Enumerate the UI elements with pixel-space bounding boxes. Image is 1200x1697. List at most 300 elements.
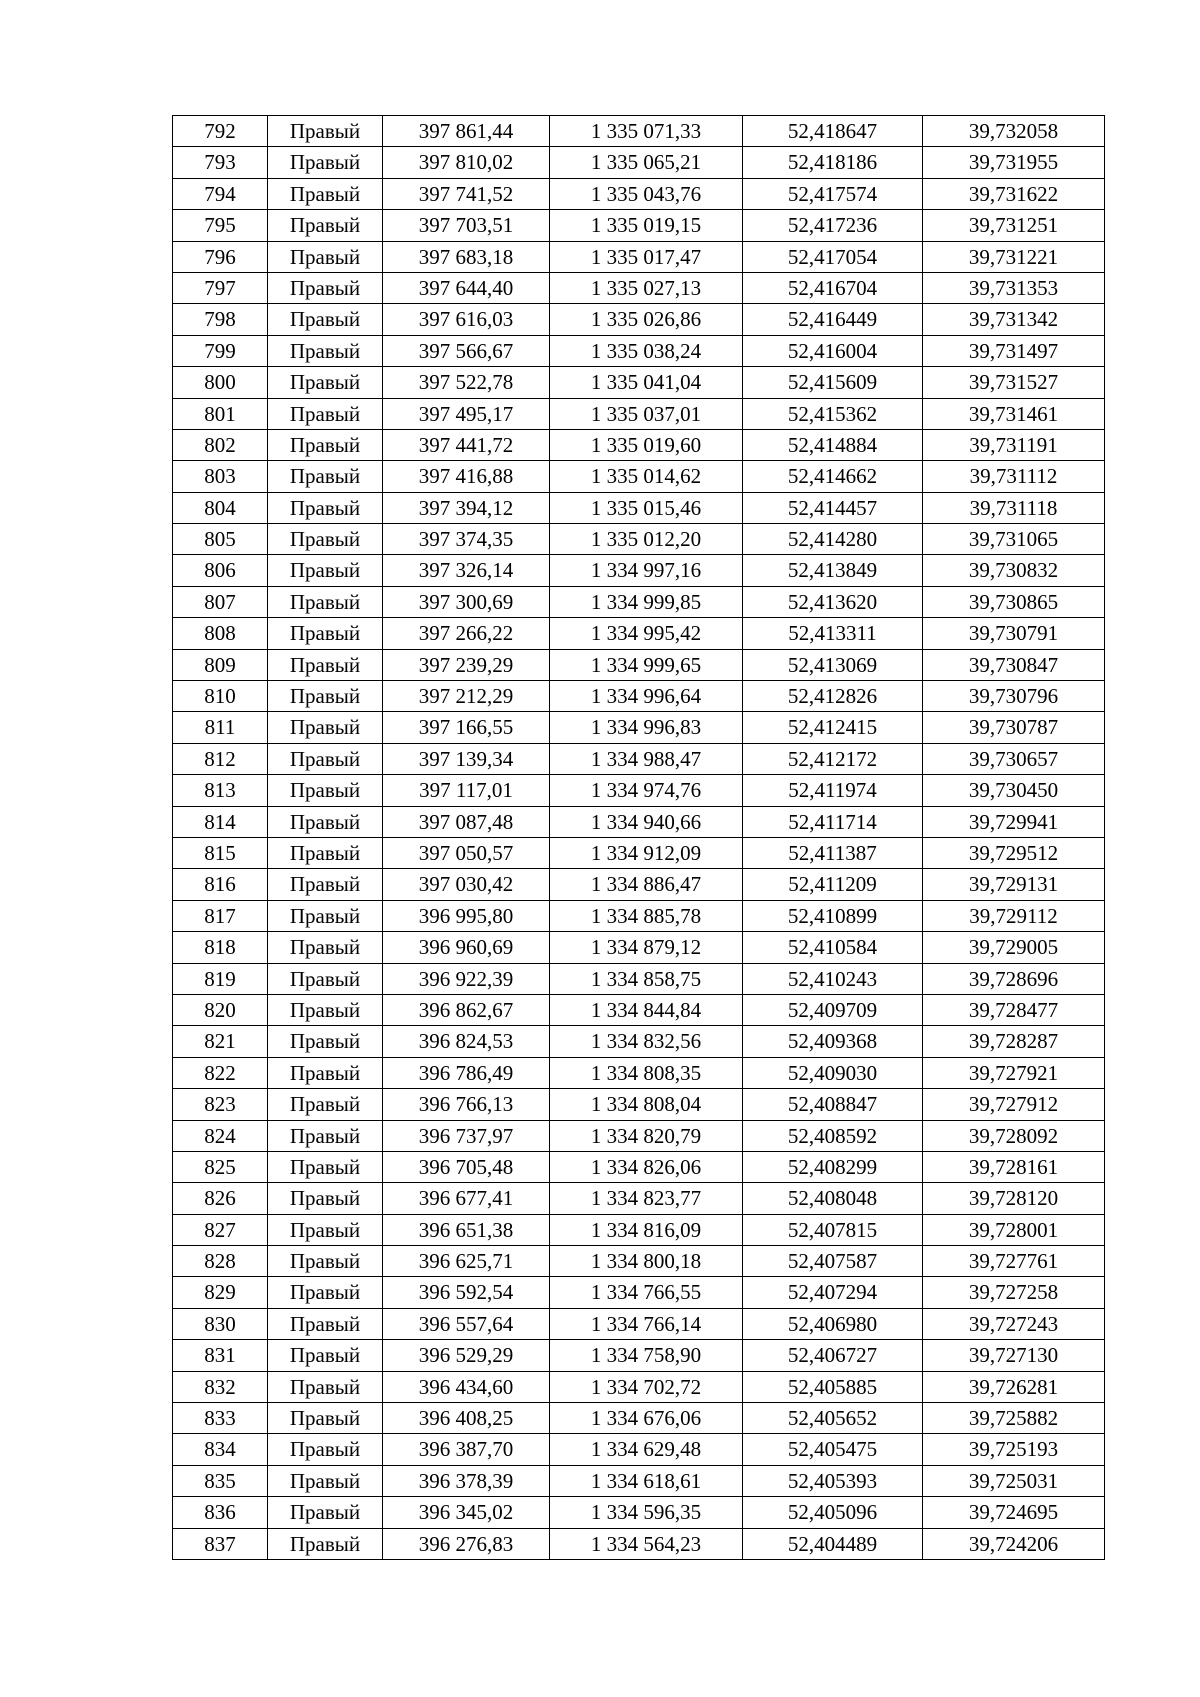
y-coordinate-cell: 1 335 027,13 xyxy=(550,272,743,303)
side-cell: Правый xyxy=(268,1246,383,1277)
latitude-cell: 52,411974 xyxy=(743,775,923,806)
latitude-cell: 52,408048 xyxy=(743,1183,923,1214)
x-coordinate-cell: 397 139,34 xyxy=(383,743,550,774)
latitude-cell: 52,406980 xyxy=(743,1308,923,1339)
table-row xyxy=(173,398,1105,429)
y-coordinate-cell: 1 334 816,09 xyxy=(550,1214,743,1245)
side-cell: Правый xyxy=(268,963,383,994)
y-coordinate-cell: 1 334 844,84 xyxy=(550,994,743,1025)
longitude-cell: 39,731118 xyxy=(923,492,1105,523)
table-row xyxy=(173,1089,1105,1120)
latitude-cell: 52,411209 xyxy=(743,869,923,900)
y-coordinate-cell: 1 334 766,14 xyxy=(550,1308,743,1339)
x-coordinate-cell: 396 677,41 xyxy=(383,1183,550,1214)
point-number-cell: 807 xyxy=(173,586,268,617)
y-coordinate-cell: 1 335 012,20 xyxy=(550,524,743,555)
point-number-cell: 794 xyxy=(173,178,268,209)
longitude-cell: 39,731191 xyxy=(923,429,1105,460)
point-number-cell: 798 xyxy=(173,304,268,335)
point-number-cell: 797 xyxy=(173,272,268,303)
point-number-cell: 837 xyxy=(173,1528,268,1559)
longitude-cell: 39,724695 xyxy=(923,1497,1105,1528)
table-row xyxy=(173,1183,1105,1214)
x-coordinate-cell: 396 651,38 xyxy=(383,1214,550,1245)
side-cell: Правый xyxy=(268,900,383,931)
table-row xyxy=(173,178,1105,209)
point-number-cell: 831 xyxy=(173,1340,268,1371)
side-cell: Правый xyxy=(268,1465,383,1496)
point-number-cell: 813 xyxy=(173,775,268,806)
point-number-cell: 834 xyxy=(173,1434,268,1465)
point-number-cell: 812 xyxy=(173,743,268,774)
side-cell: Правый xyxy=(268,555,383,586)
table-row xyxy=(173,1151,1105,1182)
longitude-cell: 39,731622 xyxy=(923,178,1105,209)
y-coordinate-cell: 1 334 885,78 xyxy=(550,900,743,931)
latitude-cell: 52,415609 xyxy=(743,367,923,398)
x-coordinate-cell: 397 394,12 xyxy=(383,492,550,523)
point-number-cell: 827 xyxy=(173,1214,268,1245)
latitude-cell: 52,407294 xyxy=(743,1277,923,1308)
latitude-cell: 52,416704 xyxy=(743,272,923,303)
latitude-cell: 52,409030 xyxy=(743,1057,923,1088)
y-coordinate-cell: 1 334 886,47 xyxy=(550,869,743,900)
side-cell: Правый xyxy=(268,1497,383,1528)
y-coordinate-cell: 1 335 065,21 xyxy=(550,147,743,178)
table-row xyxy=(173,994,1105,1025)
x-coordinate-cell: 397 522,78 xyxy=(383,367,550,398)
x-coordinate-cell: 397 300,69 xyxy=(383,586,550,617)
latitude-cell: 52,408592 xyxy=(743,1120,923,1151)
y-coordinate-cell: 1 334 758,90 xyxy=(550,1340,743,1371)
x-coordinate-cell: 396 557,64 xyxy=(383,1308,550,1339)
latitude-cell: 52,409368 xyxy=(743,1026,923,1057)
y-coordinate-cell: 1 334 912,09 xyxy=(550,837,743,868)
longitude-cell: 39,729512 xyxy=(923,837,1105,868)
table-row xyxy=(173,1277,1105,1308)
side-cell: Правый xyxy=(268,524,383,555)
y-coordinate-cell: 1 334 820,79 xyxy=(550,1120,743,1151)
y-coordinate-cell: 1 334 800,18 xyxy=(550,1246,743,1277)
longitude-cell: 39,727130 xyxy=(923,1340,1105,1371)
longitude-cell: 39,730847 xyxy=(923,649,1105,680)
table-row xyxy=(173,837,1105,868)
latitude-cell: 52,413620 xyxy=(743,586,923,617)
side-cell: Правый xyxy=(268,1371,383,1402)
point-number-cell: 826 xyxy=(173,1183,268,1214)
point-number-cell: 801 xyxy=(173,398,268,429)
side-cell: Правый xyxy=(268,304,383,335)
side-cell: Правый xyxy=(268,367,383,398)
table-row xyxy=(173,241,1105,272)
table-row xyxy=(173,335,1105,366)
longitude-cell: 39,731065 xyxy=(923,524,1105,555)
longitude-cell: 39,731342 xyxy=(923,304,1105,335)
point-number-cell: 835 xyxy=(173,1465,268,1496)
latitude-cell: 52,405096 xyxy=(743,1497,923,1528)
side-cell: Правый xyxy=(268,272,383,303)
latitude-cell: 52,410899 xyxy=(743,900,923,931)
side-cell: Правый xyxy=(268,1057,383,1088)
latitude-cell: 52,411387 xyxy=(743,837,923,868)
longitude-cell: 39,728001 xyxy=(923,1214,1105,1245)
x-coordinate-cell: 397 374,35 xyxy=(383,524,550,555)
table-row xyxy=(173,1465,1105,1496)
longitude-cell: 39,730865 xyxy=(923,586,1105,617)
x-coordinate-cell: 397 566,67 xyxy=(383,335,550,366)
latitude-cell: 52,418186 xyxy=(743,147,923,178)
latitude-cell: 52,411714 xyxy=(743,806,923,837)
table-row xyxy=(173,429,1105,460)
table-row xyxy=(173,963,1105,994)
longitude-cell: 39,730832 xyxy=(923,555,1105,586)
y-coordinate-cell: 1 335 019,15 xyxy=(550,210,743,241)
point-number-cell: 828 xyxy=(173,1246,268,1277)
table-row xyxy=(173,1057,1105,1088)
x-coordinate-cell: 397 326,14 xyxy=(383,555,550,586)
longitude-cell: 39,730450 xyxy=(923,775,1105,806)
x-coordinate-cell: 397 441,72 xyxy=(383,429,550,460)
table-row xyxy=(173,116,1105,147)
latitude-cell: 52,413069 xyxy=(743,649,923,680)
longitude-cell: 39,728287 xyxy=(923,1026,1105,1057)
side-cell: Правый xyxy=(268,178,383,209)
side-cell: Правый xyxy=(268,1026,383,1057)
point-number-cell: 814 xyxy=(173,806,268,837)
y-coordinate-cell: 1 334 832,56 xyxy=(550,1026,743,1057)
latitude-cell: 52,407587 xyxy=(743,1246,923,1277)
point-number-cell: 815 xyxy=(173,837,268,868)
y-coordinate-cell: 1 335 014,62 xyxy=(550,461,743,492)
latitude-cell: 52,409709 xyxy=(743,994,923,1025)
side-cell: Правый xyxy=(268,1183,383,1214)
x-coordinate-cell: 396 922,39 xyxy=(383,963,550,994)
longitude-cell: 39,727761 xyxy=(923,1246,1105,1277)
y-coordinate-cell: 1 334 676,06 xyxy=(550,1403,743,1434)
y-coordinate-cell: 1 334 879,12 xyxy=(550,932,743,963)
table-row xyxy=(173,586,1105,617)
side-cell: Правый xyxy=(268,210,383,241)
point-number-cell: 805 xyxy=(173,524,268,555)
point-number-cell: 792 xyxy=(173,116,268,147)
y-coordinate-cell: 1 334 858,75 xyxy=(550,963,743,994)
longitude-cell: 39,728696 xyxy=(923,963,1105,994)
x-coordinate-cell: 396 345,02 xyxy=(383,1497,550,1528)
x-coordinate-cell: 396 824,53 xyxy=(383,1026,550,1057)
table-row xyxy=(173,1434,1105,1465)
longitude-cell: 39,727243 xyxy=(923,1308,1105,1339)
x-coordinate-cell: 396 960,69 xyxy=(383,932,550,963)
x-coordinate-cell: 397 266,22 xyxy=(383,618,550,649)
latitude-cell: 52,415362 xyxy=(743,398,923,429)
coordinates-table xyxy=(172,115,1105,1560)
table-row xyxy=(173,210,1105,241)
point-number-cell: 809 xyxy=(173,649,268,680)
x-coordinate-cell: 397 703,51 xyxy=(383,210,550,241)
longitude-cell: 39,725193 xyxy=(923,1434,1105,1465)
y-coordinate-cell: 1 334 564,23 xyxy=(550,1528,743,1559)
y-coordinate-cell: 1 334 766,55 xyxy=(550,1277,743,1308)
side-cell: Правый xyxy=(268,932,383,963)
point-number-cell: 816 xyxy=(173,869,268,900)
side-cell: Правый xyxy=(268,869,383,900)
table-row xyxy=(173,681,1105,712)
x-coordinate-cell: 397 616,03 xyxy=(383,304,550,335)
y-coordinate-cell: 1 334 974,76 xyxy=(550,775,743,806)
table-row xyxy=(173,1403,1105,1434)
x-coordinate-cell: 396 529,29 xyxy=(383,1340,550,1371)
table-row xyxy=(173,1528,1105,1559)
side-cell: Правый xyxy=(268,775,383,806)
longitude-cell: 39,731112 xyxy=(923,461,1105,492)
longitude-cell: 39,725882 xyxy=(923,1403,1105,1434)
point-number-cell: 808 xyxy=(173,618,268,649)
y-coordinate-cell: 1 334 996,64 xyxy=(550,681,743,712)
side-cell: Правый xyxy=(268,586,383,617)
table-row xyxy=(173,461,1105,492)
side-cell: Правый xyxy=(268,335,383,366)
y-coordinate-cell: 1 334 997,16 xyxy=(550,555,743,586)
longitude-cell: 39,728120 xyxy=(923,1183,1105,1214)
latitude-cell: 52,410584 xyxy=(743,932,923,963)
point-number-cell: 819 xyxy=(173,963,268,994)
latitude-cell: 52,412826 xyxy=(743,681,923,712)
y-coordinate-cell: 1 334 596,35 xyxy=(550,1497,743,1528)
point-number-cell: 833 xyxy=(173,1403,268,1434)
x-coordinate-cell: 396 276,83 xyxy=(383,1528,550,1559)
side-cell: Правый xyxy=(268,994,383,1025)
side-cell: Правый xyxy=(268,147,383,178)
side-cell: Правый xyxy=(268,429,383,460)
y-coordinate-cell: 1 334 999,65 xyxy=(550,649,743,680)
point-number-cell: 803 xyxy=(173,461,268,492)
y-coordinate-cell: 1 334 995,42 xyxy=(550,618,743,649)
point-number-cell: 810 xyxy=(173,681,268,712)
point-number-cell: 825 xyxy=(173,1151,268,1182)
x-coordinate-cell: 396 387,70 xyxy=(383,1434,550,1465)
longitude-cell: 39,729941 xyxy=(923,806,1105,837)
coordinates-table-body xyxy=(173,116,1105,1560)
point-number-cell: 811 xyxy=(173,712,268,743)
table-row xyxy=(173,524,1105,555)
latitude-cell: 52,414457 xyxy=(743,492,923,523)
x-coordinate-cell: 396 995,80 xyxy=(383,900,550,931)
y-coordinate-cell: 1 334 629,48 xyxy=(550,1434,743,1465)
x-coordinate-cell: 397 239,29 xyxy=(383,649,550,680)
side-cell: Правый xyxy=(268,1120,383,1151)
side-cell: Правый xyxy=(268,618,383,649)
longitude-cell: 39,729112 xyxy=(923,900,1105,931)
y-coordinate-cell: 1 334 702,72 xyxy=(550,1371,743,1402)
y-coordinate-cell: 1 335 017,47 xyxy=(550,241,743,272)
x-coordinate-cell: 397 087,48 xyxy=(383,806,550,837)
latitude-cell: 52,413311 xyxy=(743,618,923,649)
table-row xyxy=(173,712,1105,743)
y-coordinate-cell: 1 334 618,61 xyxy=(550,1465,743,1496)
x-coordinate-cell: 397 644,40 xyxy=(383,272,550,303)
longitude-cell: 39,724206 xyxy=(923,1528,1105,1559)
latitude-cell: 52,412415 xyxy=(743,712,923,743)
x-coordinate-cell: 396 862,67 xyxy=(383,994,550,1025)
longitude-cell: 39,731353 xyxy=(923,272,1105,303)
x-coordinate-cell: 397 416,88 xyxy=(383,461,550,492)
side-cell: Правый xyxy=(268,398,383,429)
x-coordinate-cell: 396 378,39 xyxy=(383,1465,550,1496)
latitude-cell: 52,416004 xyxy=(743,335,923,366)
latitude-cell: 52,416449 xyxy=(743,304,923,335)
side-cell: Правый xyxy=(268,116,383,147)
x-coordinate-cell: 397 166,55 xyxy=(383,712,550,743)
x-coordinate-cell: 396 434,60 xyxy=(383,1371,550,1402)
longitude-cell: 39,730787 xyxy=(923,712,1105,743)
latitude-cell: 52,404489 xyxy=(743,1528,923,1559)
longitude-cell: 39,731527 xyxy=(923,367,1105,398)
longitude-cell: 39,731955 xyxy=(923,147,1105,178)
x-coordinate-cell: 396 766,13 xyxy=(383,1089,550,1120)
latitude-cell: 52,405885 xyxy=(743,1371,923,1402)
side-cell: Правый xyxy=(268,1277,383,1308)
table-row xyxy=(173,304,1105,335)
table-row xyxy=(173,272,1105,303)
longitude-cell: 39,728161 xyxy=(923,1151,1105,1182)
table-row xyxy=(173,1120,1105,1151)
y-coordinate-cell: 1 334 823,77 xyxy=(550,1183,743,1214)
point-number-cell: 821 xyxy=(173,1026,268,1057)
side-cell: Правый xyxy=(268,1403,383,1434)
longitude-cell: 39,729005 xyxy=(923,932,1105,963)
point-number-cell: 824 xyxy=(173,1120,268,1151)
side-cell: Правый xyxy=(268,492,383,523)
table-row xyxy=(173,1497,1105,1528)
table-row xyxy=(173,1340,1105,1371)
latitude-cell: 52,405393 xyxy=(743,1465,923,1496)
y-coordinate-cell: 1 335 015,46 xyxy=(550,492,743,523)
point-number-cell: 832 xyxy=(173,1371,268,1402)
side-cell: Правый xyxy=(268,681,383,712)
side-cell: Правый xyxy=(268,1340,383,1371)
longitude-cell: 39,725031 xyxy=(923,1465,1105,1496)
side-cell: Правый xyxy=(268,806,383,837)
point-number-cell: 820 xyxy=(173,994,268,1025)
x-coordinate-cell: 396 625,71 xyxy=(383,1246,550,1277)
table-row xyxy=(173,1246,1105,1277)
table-row xyxy=(173,618,1105,649)
latitude-cell: 52,414884 xyxy=(743,429,923,460)
longitude-cell: 39,727912 xyxy=(923,1089,1105,1120)
point-number-cell: 793 xyxy=(173,147,268,178)
y-coordinate-cell: 1 334 826,06 xyxy=(550,1151,743,1182)
x-coordinate-cell: 397 050,57 xyxy=(383,837,550,868)
y-coordinate-cell: 1 334 808,04 xyxy=(550,1089,743,1120)
x-coordinate-cell: 397 117,01 xyxy=(383,775,550,806)
point-number-cell: 829 xyxy=(173,1277,268,1308)
point-number-cell: 830 xyxy=(173,1308,268,1339)
table-row xyxy=(173,775,1105,806)
longitude-cell: 39,731497 xyxy=(923,335,1105,366)
side-cell: Правый xyxy=(268,743,383,774)
y-coordinate-cell: 1 334 996,83 xyxy=(550,712,743,743)
y-coordinate-cell: 1 335 038,24 xyxy=(550,335,743,366)
x-coordinate-cell: 397 861,44 xyxy=(383,116,550,147)
longitude-cell: 39,729131 xyxy=(923,869,1105,900)
x-coordinate-cell: 397 741,52 xyxy=(383,178,550,209)
y-coordinate-cell: 1 334 940,66 xyxy=(550,806,743,837)
y-coordinate-cell: 1 335 037,01 xyxy=(550,398,743,429)
latitude-cell: 52,407815 xyxy=(743,1214,923,1245)
point-number-cell: 795 xyxy=(173,210,268,241)
side-cell: Правый xyxy=(268,1308,383,1339)
latitude-cell: 52,413849 xyxy=(743,555,923,586)
point-number-cell: 800 xyxy=(173,367,268,398)
longitude-cell: 39,732058 xyxy=(923,116,1105,147)
table-row xyxy=(173,806,1105,837)
side-cell: Правый xyxy=(268,837,383,868)
point-number-cell: 818 xyxy=(173,932,268,963)
latitude-cell: 52,417574 xyxy=(743,178,923,209)
y-coordinate-cell: 1 334 808,35 xyxy=(550,1057,743,1088)
x-coordinate-cell: 396 705,48 xyxy=(383,1151,550,1182)
x-coordinate-cell: 397 495,17 xyxy=(383,398,550,429)
x-coordinate-cell: 396 737,97 xyxy=(383,1120,550,1151)
y-coordinate-cell: 1 335 071,33 xyxy=(550,116,743,147)
y-coordinate-cell: 1 334 988,47 xyxy=(550,743,743,774)
point-number-cell: 804 xyxy=(173,492,268,523)
longitude-cell: 39,731461 xyxy=(923,398,1105,429)
table-row xyxy=(173,1214,1105,1245)
latitude-cell: 52,412172 xyxy=(743,743,923,774)
longitude-cell: 39,726281 xyxy=(923,1371,1105,1402)
side-cell: Правый xyxy=(268,649,383,680)
longitude-cell: 39,730657 xyxy=(923,743,1105,774)
y-coordinate-cell: 1 335 041,04 xyxy=(550,367,743,398)
x-coordinate-cell: 396 786,49 xyxy=(383,1057,550,1088)
table-row xyxy=(173,1026,1105,1057)
y-coordinate-cell: 1 335 019,60 xyxy=(550,429,743,460)
side-cell: Правый xyxy=(268,1214,383,1245)
latitude-cell: 52,405652 xyxy=(743,1403,923,1434)
longitude-cell: 39,731221 xyxy=(923,241,1105,272)
table-row xyxy=(173,1371,1105,1402)
table-row xyxy=(173,743,1105,774)
x-coordinate-cell: 397 810,02 xyxy=(383,147,550,178)
point-number-cell: 817 xyxy=(173,900,268,931)
table-row xyxy=(173,932,1105,963)
table-row xyxy=(173,1308,1105,1339)
longitude-cell: 39,727258 xyxy=(923,1277,1105,1308)
longitude-cell: 39,731251 xyxy=(923,210,1105,241)
latitude-cell: 52,405475 xyxy=(743,1434,923,1465)
x-coordinate-cell: 396 592,54 xyxy=(383,1277,550,1308)
latitude-cell: 52,408847 xyxy=(743,1089,923,1120)
latitude-cell: 52,408299 xyxy=(743,1151,923,1182)
longitude-cell: 39,728092 xyxy=(923,1120,1105,1151)
latitude-cell: 52,418647 xyxy=(743,116,923,147)
point-number-cell: 802 xyxy=(173,429,268,460)
side-cell: Правый xyxy=(268,1434,383,1465)
table-row xyxy=(173,492,1105,523)
latitude-cell: 52,410243 xyxy=(743,963,923,994)
side-cell: Правый xyxy=(268,241,383,272)
point-number-cell: 799 xyxy=(173,335,268,366)
longitude-cell: 39,727921 xyxy=(923,1057,1105,1088)
latitude-cell: 52,417236 xyxy=(743,210,923,241)
x-coordinate-cell: 397 683,18 xyxy=(383,241,550,272)
point-number-cell: 836 xyxy=(173,1497,268,1528)
side-cell: Правый xyxy=(268,712,383,743)
point-number-cell: 822 xyxy=(173,1057,268,1088)
table-row xyxy=(173,900,1105,931)
side-cell: Правый xyxy=(268,1089,383,1120)
